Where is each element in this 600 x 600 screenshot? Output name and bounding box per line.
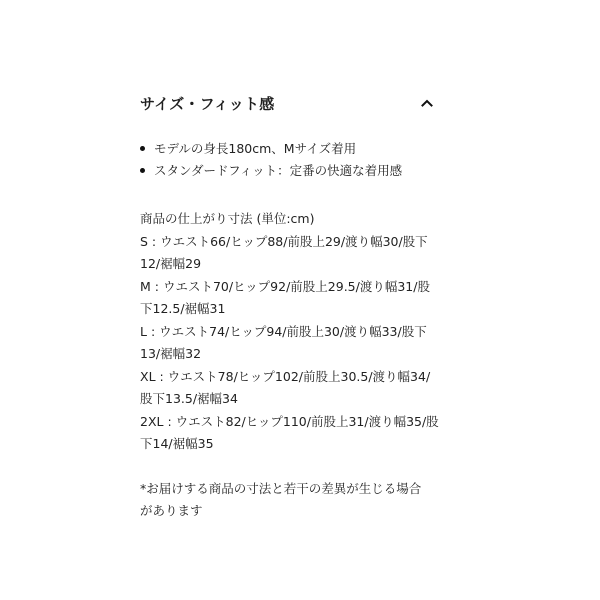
size-line: 12/裾幅29 [140, 256, 202, 271]
bullet-icon [140, 146, 145, 151]
size-chart [140, 208, 440, 456]
size-line: L : ウエスト74/ヒップ94/前股上30/渡り幅33/股下 [140, 323, 427, 339]
size-line: 2XL : ウエスト82/ヒップ110/前股上31/渡り幅35/股 [140, 413, 439, 429]
size-line: 股下13.5/裾幅34 [140, 391, 238, 406]
size-line: 13/裾幅32 [140, 346, 202, 361]
size-chart-heading: 商品の仕上がり寸法 (単位:cm) [140, 211, 315, 226]
section-title: サイズ・フィット感 [140, 94, 275, 113]
list-item [140, 160, 440, 182]
chevron-up-icon[interactable] [418, 94, 436, 112]
note-line: *お届けする商品の寸法と若干の差異が生じる場合 [140, 480, 422, 496]
list-item-text: モデルの身長180cm、Mサイズ着用 [154, 141, 357, 156]
section-header[interactable] [140, 90, 440, 116]
size-line: XL : ウエスト78/ヒップ102/前股上30.5/渡り幅34/ [140, 368, 431, 384]
disclaimer-note [140, 478, 440, 523]
size-line: 下12.5/裾幅31 [140, 301, 226, 316]
size-fit-panel [140, 90, 440, 523]
list-item [140, 138, 440, 160]
size-line: S : ウエスト66/ヒップ88/前股上29/渡り幅30/股下 [140, 233, 428, 249]
size-line: 下14/裾幅35 [140, 436, 214, 451]
feature-list [140, 138, 440, 182]
size-line: M : ウエスト70/ヒップ92/前股上29.5/渡り幅31/股 [140, 278, 430, 294]
note-line: があります [140, 503, 203, 518]
list-item-text: スタンダードフィット：定番の快適な着用感 [154, 163, 403, 178]
bullet-icon [140, 168, 145, 173]
